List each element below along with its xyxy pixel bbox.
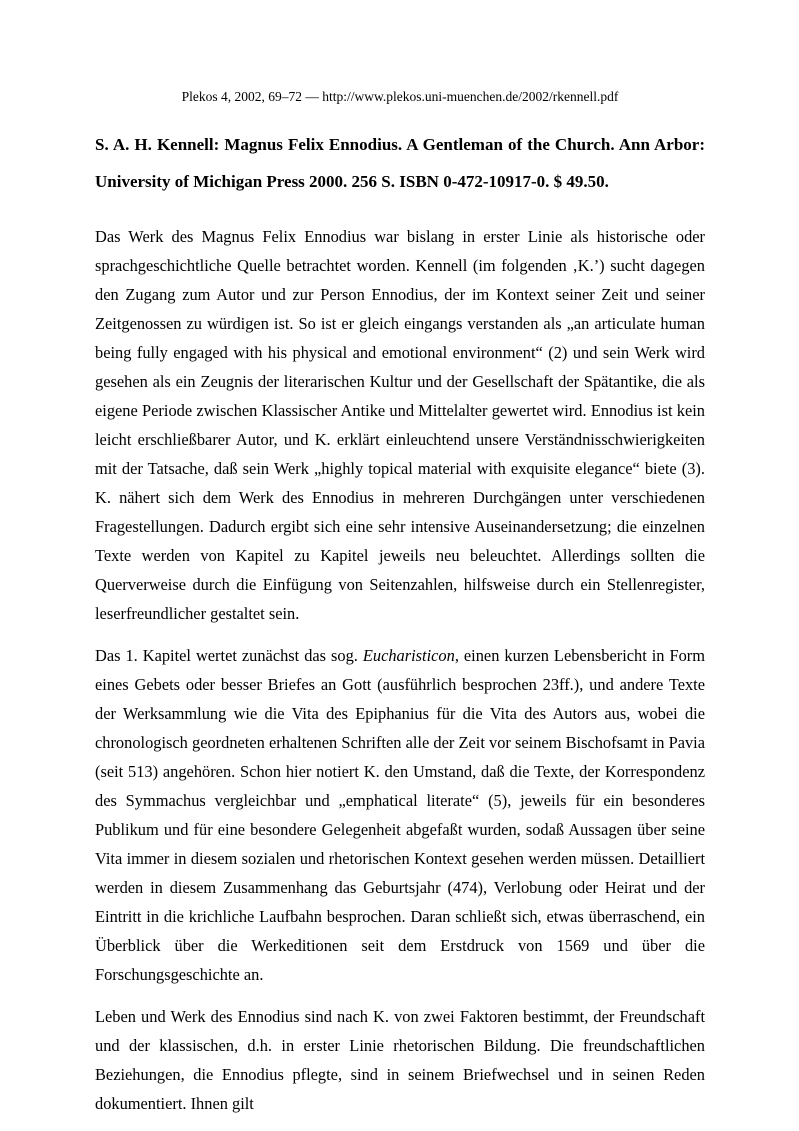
paragraph-1-text: Das Werk des Magnus Felix Ennodius war bislang in erster Linie als historische oder sprachgeschichtliche Quelle betrachtet worden. Kennell (im folgenden ‚K.’) sucht dagegen den Zugang zum Autor und zur Person Ennodius, der im Kontext seiner Zeit und seiner Zeitgenossen zu würdigen ist. So ist er gleich eingangs verstanden als „an articulate human being fully engaged with his physical and emotional environment“ (2) und sein Werk wird gesehen als ein Zeugnis der literarischen Kultur und der Gesellschaft der Spätantike, die als eigene Periode zwischen Klassischer Antike und Mittelalter gewertet wird. Ennodius ist kein leicht erschließbarer Autor, und K. erklärt einleuchtend unsere Verständnisschwierigkeiten mit der Tatsache, daß sein Werk „highly topical material with exquisite elegance“ biete (3). K. nähert sich dem Werk des Ennodius in mehreren Durchgängen unter verschiedenen Fragestellungen. Dadurch ergibt sich eine sehr intensive Auseinandersetzung; die einzelnen Texte werden von Kapitel zu Kapitel jeweils neu beleuchtet. Allerdings sollten die Querverweise durch die Einfügung von Seitenzahlen, hilfsweise durch ein Stellenregister, leserfreundlicher gestaltet sein.: [95, 227, 705, 623]
book-citation-title: S. A. H. Kennell: Magnus Felix Ennodius. A Gentleman of the Church. Ann Arbor: University of Michigan Press 2000. 256 S. ISBN 0-472-10917-0. $ 49.50.: [95, 135, 705, 191]
paragraph-2-text-rest: , einen kurzen Lebensbericht in Form eines Gebets oder besser Briefes an Gott (ausführlich besprochen 23ff.), und andere Texte der Werksammlung wie die Vita des Epiphanius für die Vita des Autors aus, wobei die chronologisch geordneten erhaltenen Schriften alle der Zeit vor seinem Bischofsamt in Pavia (seit 513) angehören. Schon hier notiert K. den Umstand, daß die Texte, der Korrespondenz des Symmachus vergleichbar und „emphatical literate“ (5), jeweils für ein besonderes Publikum und für eine besondere Gelegenheit abgefaßt wurden, sodaß Aussagen über seine Vita immer in diesem sozialen und rhetorischen Kontext gesehen werden müssen. Detailliert werden in diesem Zusammenhang das Geburtsjahr (474), Verlobung oder Heirat und der Eintritt in die krichliche Laufbahn besprochen. Daran schließt sich, etwas überraschend, ein Überblick über die Werkeditionen seit dem Erstdruck von 1569 und über die Forschungsgeschichte an.: [95, 646, 705, 984]
paragraph-3-text: Leben und Werk des Ennodius sind nach K. von zwei Faktoren bestimmt, der Freundschaft und der klassischen, d.h. in erster Linie rhetorischen Bildung. Die freundschaftlichen Beziehungen, die Ennodius pflegte, sind in seinem Briefwechsel und in seinen Reden dokumentiert. Ihnen gilt: [95, 1007, 705, 1113]
paragraph-3: [95, 1002, 705, 1118]
paragraph-1: [95, 222, 705, 628]
paragraph-2: [95, 641, 705, 989]
italic-work-title: Eucharisticon: [362, 646, 455, 665]
paragraph-2-text-lead: Das 1. Kapitel wertet zunächst das sog.: [95, 646, 363, 665]
journal-citation-header: Plekos 4, 2002, 69–72 — http://www.plekos.uni-muenchen.de/2002/rkennell.pdf: [181, 89, 619, 104]
